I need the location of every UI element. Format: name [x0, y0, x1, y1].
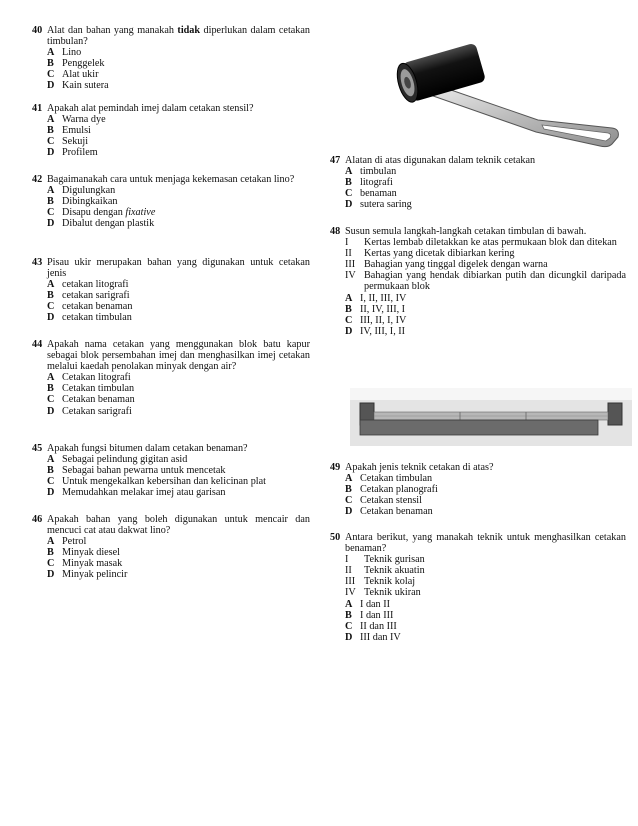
- option-text: [360, 166, 626, 177]
- roman-item: [345, 270, 626, 292]
- question-stem: [47, 174, 310, 185]
- question-row: [32, 339, 310, 417]
- option-a: [345, 473, 626, 484]
- stem-text: Apakah nama cetakan yang menggunakan blok batu kapur sebagai blok persembahan imej dan menghasilkan imej cetakan melalui kaedah penolakan minyak dengan air?: [47, 339, 310, 373]
- option-text: [360, 177, 626, 188]
- option-text-main: Dibalut dengan plastik: [62, 218, 155, 230]
- question-number: 48: [330, 226, 341, 237]
- roman-numeral: II: [345, 565, 352, 577]
- question-42: [32, 174, 310, 229]
- question-stem: [47, 103, 310, 114]
- question-stem: [47, 257, 310, 279]
- option-text-main: I dan II: [360, 598, 390, 610]
- option-letter: B: [47, 465, 54, 477]
- option-b: [345, 610, 626, 621]
- stem-text: Bagaimanakah cara untuk menjaga kekemasan cetakan lino?: [47, 174, 295, 185]
- question-number: 47: [330, 155, 341, 166]
- option-text: [62, 394, 310, 405]
- option-b: [345, 304, 626, 315]
- option-letter: A: [47, 372, 55, 384]
- option-text: [62, 207, 310, 218]
- option-text-main: Profilem: [62, 147, 98, 159]
- option-text: [62, 536, 310, 547]
- option-text-main: sutera saring: [360, 199, 412, 211]
- option-c: [345, 495, 626, 506]
- question-body: [47, 25, 310, 92]
- option-text-main: Disapu dengan: [62, 207, 126, 219]
- option-letter: C: [47, 136, 55, 148]
- option-text-main: Sebagai bahan pewarna untuk mencetak: [62, 465, 226, 477]
- option-letter: D: [47, 405, 55, 417]
- question-number: 41: [32, 103, 43, 114]
- question-50: [330, 532, 626, 643]
- option-text-main: Minyak pelincir: [62, 569, 128, 581]
- option-text: [360, 484, 626, 495]
- option-text: [62, 80, 310, 91]
- option-letter: A: [47, 114, 55, 126]
- option-text: [62, 290, 310, 301]
- option-letter: C: [47, 558, 55, 570]
- question-44: [32, 339, 310, 417]
- option-text: [360, 632, 626, 643]
- option-letter: D: [47, 487, 55, 499]
- option-letter: D: [345, 631, 353, 643]
- question-stem: [47, 25, 310, 47]
- option-letter: C: [47, 69, 55, 81]
- option-text-main: III dan IV: [360, 631, 401, 643]
- option-text: [62, 487, 310, 498]
- option-text: [62, 569, 310, 580]
- option-letter: A: [345, 166, 353, 178]
- option-letter: A: [345, 292, 353, 304]
- question-body: [345, 155, 626, 210]
- option-b: [47, 465, 310, 476]
- option-d: [345, 506, 626, 517]
- option-text-main: Sebagai pelindung gigitan asid: [62, 454, 188, 466]
- option-d: [47, 312, 310, 323]
- option-text: [62, 558, 310, 569]
- option-text-main: Cetakan benaman: [62, 394, 135, 406]
- option-text-main: Cetakan litografi: [62, 372, 131, 384]
- stem-text: Alat dan bahan yang manakah: [47, 25, 178, 36]
- option-text: [360, 199, 626, 210]
- option-text: [62, 476, 310, 487]
- option-text-main: Memudahkan melakar imej atau garisan: [62, 487, 226, 499]
- question-46: [32, 514, 310, 581]
- question-stem: [47, 443, 310, 454]
- option-text: [62, 218, 310, 229]
- option-d: [47, 487, 310, 498]
- option-c: [47, 394, 310, 405]
- roman-numeral: I: [345, 554, 349, 566]
- option-text-main: Warna dye: [62, 114, 106, 126]
- option-c: [345, 188, 626, 199]
- roman-numeral: II: [345, 248, 352, 260]
- option-a: [47, 47, 310, 58]
- question-row: [32, 25, 310, 92]
- question-45: [32, 443, 310, 498]
- option-a: [47, 114, 310, 125]
- roman-item: [345, 587, 626, 598]
- option-b: [47, 58, 310, 69]
- roman-text: Bahagian yang hendak dibiarkan putih dan dicungkil daripada permukaan blok: [364, 270, 626, 293]
- option-letter: B: [345, 609, 352, 621]
- option-c: [47, 207, 310, 218]
- option-letter: D: [47, 147, 55, 159]
- option-text-main: III, II, I, IV: [360, 314, 407, 326]
- option-text: [360, 188, 626, 199]
- question-49: [330, 462, 626, 517]
- option-text: [360, 293, 626, 304]
- stem-text: Pisau ukir merupakan bahan yang digunakan untuk cetakan jenis: [47, 257, 310, 280]
- option-text: [62, 185, 310, 196]
- option-b: [47, 383, 310, 394]
- option-d: [47, 218, 310, 229]
- option-letter: C: [47, 207, 55, 219]
- roman-item: [345, 259, 626, 270]
- option-text-main: Lino: [62, 47, 82, 59]
- question-number: 49: [330, 462, 341, 473]
- option-text-main: Sekuji: [62, 136, 89, 148]
- option-text-main: timbulan: [360, 166, 397, 178]
- option-d: [47, 406, 310, 417]
- option-text-main: Minyak diesel: [62, 547, 121, 559]
- option-text: [62, 372, 310, 383]
- option-letter: B: [345, 177, 352, 189]
- option-letter: C: [345, 314, 353, 326]
- question-number: 45: [32, 443, 43, 454]
- question-40: [32, 25, 310, 92]
- question-stem: Susun semula langkah-langkah cetakan timbulan di bawah.: [345, 226, 587, 237]
- question-row: [32, 174, 310, 229]
- question-row: [32, 514, 310, 581]
- question-body: [47, 514, 310, 581]
- question-stem: [47, 339, 310, 372]
- option-text: [62, 312, 310, 323]
- roman-text: Teknik akuatin: [364, 565, 425, 577]
- option-a: [47, 279, 310, 290]
- option-text-main: Digulungkan: [62, 185, 116, 197]
- option-text: [360, 506, 626, 517]
- question-48: [330, 226, 626, 337]
- option-text-main: cetakan benaman: [62, 301, 133, 313]
- option-letter: C: [47, 301, 55, 313]
- option-text: [62, 58, 310, 69]
- option-text: [360, 495, 626, 506]
- question-body: [47, 257, 310, 324]
- option-c: [345, 621, 626, 632]
- option-text: [360, 304, 626, 315]
- option-letter: B: [47, 196, 54, 208]
- option-letter: B: [47, 290, 54, 302]
- roman-item: [345, 576, 626, 587]
- brayer-roller-icon: [386, 24, 636, 152]
- option-letter: D: [345, 506, 353, 518]
- option-c: [47, 558, 310, 569]
- option-text-main: Emulsi: [62, 125, 91, 137]
- option-b: [47, 547, 310, 558]
- option-d: [47, 80, 310, 91]
- option-letter: C: [47, 394, 55, 406]
- option-d: [47, 569, 310, 580]
- option-text-main: litografi: [360, 177, 393, 189]
- option-text-italic: fixative: [125, 207, 156, 219]
- question-stem: Antara berikut, yang manakah teknik untuk menghasilkan cetakan benaman?: [345, 532, 626, 555]
- question-number: 40: [32, 25, 43, 36]
- option-text: [62, 383, 310, 394]
- option-text: [62, 406, 310, 417]
- question-body: [47, 174, 310, 229]
- option-letter: D: [345, 325, 353, 337]
- roman-item: [345, 554, 626, 565]
- option-letter: C: [345, 620, 353, 632]
- option-letter: A: [47, 185, 55, 197]
- option-text: [62, 454, 310, 465]
- option-letter: A: [47, 279, 55, 291]
- option-b: [47, 196, 310, 207]
- option-letter: D: [47, 218, 55, 230]
- option-letter: C: [47, 476, 55, 488]
- option-text-main: I dan III: [360, 609, 394, 621]
- option-letter: B: [47, 58, 54, 70]
- stem-text: Apakah bahan yang boleh digunakan untuk mencair dan mencuci cat atau dakwat lino?: [47, 514, 310, 537]
- option-text-main: Petrol: [62, 536, 87, 548]
- option-text: [360, 315, 626, 326]
- option-text: [62, 547, 310, 558]
- option-c: [47, 301, 310, 312]
- question-body: [47, 443, 310, 498]
- question-row: [330, 226, 626, 337]
- option-a: [345, 166, 626, 177]
- option-c: [345, 315, 626, 326]
- question-43: [32, 257, 310, 324]
- option-a: [47, 185, 310, 196]
- option-text-main: cetakan litografi: [62, 279, 129, 291]
- question-body: [345, 462, 626, 517]
- option-b: [47, 125, 310, 136]
- option-b: [345, 484, 626, 495]
- option-b: [47, 290, 310, 301]
- roman-numeral: IV: [345, 587, 356, 599]
- option-letter: C: [345, 495, 353, 507]
- question-row: [330, 462, 626, 517]
- option-c: [47, 136, 310, 147]
- roman-numeral: I: [345, 237, 349, 249]
- question-body: [47, 339, 310, 417]
- option-text: [360, 599, 626, 610]
- option-text: [360, 326, 626, 337]
- option-text-main: IV, III, I, II: [360, 325, 406, 337]
- roman-text: Bahagian yang tinggal digelek dengan warna: [364, 259, 548, 271]
- roman-item: [345, 237, 626, 248]
- option-letter: B: [345, 484, 352, 496]
- option-text-main: cetakan sarigrafi: [62, 290, 130, 302]
- question-41: [32, 103, 310, 158]
- option-text: [62, 125, 310, 136]
- roman-item: [345, 248, 626, 259]
- question-number: 50: [330, 532, 341, 543]
- option-text: [62, 136, 310, 147]
- question-row: [32, 103, 310, 158]
- option-text-main: I, II, III, IV: [360, 292, 407, 304]
- option-text: [62, 114, 310, 125]
- option-letter: C: [345, 188, 353, 200]
- option-letter: B: [47, 547, 54, 559]
- option-letter: B: [345, 303, 352, 315]
- option-text-main: Alat ukir: [62, 69, 99, 81]
- option-letter: B: [47, 125, 54, 137]
- question-number: 42: [32, 174, 43, 185]
- question-body: [345, 532, 626, 643]
- option-letter: D: [345, 199, 353, 211]
- option-text: [62, 47, 310, 58]
- option-text: [62, 465, 310, 476]
- option-letter: D: [47, 312, 55, 324]
- option-text-main: Cetakan benaman: [360, 506, 433, 518]
- option-text-main: II dan III: [360, 620, 397, 632]
- option-text-main: Untuk mengekalkan kebersihan dan kelicinan plat: [62, 476, 266, 488]
- option-text-main: Penggelek: [62, 58, 105, 70]
- stem-text: Apakah fungsi bitumen dalam cetakan benaman?: [47, 443, 248, 454]
- option-text-main: Cetakan planografi: [360, 484, 438, 496]
- option-d: [345, 199, 626, 210]
- option-b: [345, 177, 626, 188]
- option-letter: A: [345, 598, 353, 610]
- question-row: [330, 532, 626, 643]
- stem-text: Apakah alat pemindah imej dalam cetakan stensil?: [47, 103, 254, 114]
- roman-numeral: IV: [345, 270, 356, 282]
- option-a: [345, 293, 626, 304]
- question-number: 43: [32, 257, 43, 268]
- option-letter: B: [47, 383, 54, 395]
- option-a: [345, 599, 626, 610]
- roman-text: Kertas yang dicetak dibiarkan kering: [364, 248, 515, 260]
- option-text-main: Cetakan sarigrafi: [62, 405, 132, 417]
- option-text: [62, 301, 310, 312]
- option-c: [47, 476, 310, 487]
- option-c: [47, 69, 310, 80]
- roman-item: [345, 565, 626, 576]
- question-number: 44: [32, 339, 43, 350]
- option-text: [360, 610, 626, 621]
- question-row: [32, 443, 310, 498]
- option-text-main: Dibingkaikan: [62, 196, 118, 208]
- question-stem: Alatan di atas digunakan dalam teknik cetakan: [345, 155, 536, 166]
- option-text-main: Cetakan timbulan: [62, 383, 135, 395]
- option-text: [62, 196, 310, 207]
- option-text-main: Cetakan stensil: [360, 495, 422, 507]
- question-number: 46: [32, 514, 43, 525]
- option-text: [62, 279, 310, 290]
- roman-numeral: III: [345, 259, 356, 271]
- option-text: [62, 147, 310, 158]
- option-text: [360, 473, 626, 484]
- option-text-main: Cetakan timbulan: [360, 473, 433, 485]
- option-letter: A: [47, 536, 55, 548]
- option-text-main: cetakan timbulan: [62, 312, 132, 324]
- question-body: [47, 103, 310, 158]
- question-stem: Apakah jenis teknik cetakan di atas?: [345, 462, 494, 473]
- roman-text: Kertas lembab diletakkan ke atas permukaan blok dan ditekan: [364, 237, 617, 249]
- option-text-main: II, IV, III, I: [360, 303, 406, 315]
- question-body: [345, 226, 626, 337]
- option-a: [47, 536, 310, 547]
- question-row: [32, 257, 310, 324]
- stem-text: diperlukan dalam cetakan timbulan?: [47, 25, 310, 48]
- option-text: [360, 621, 626, 632]
- option-text: [62, 69, 310, 80]
- printing-press-bed-icon: [350, 388, 632, 446]
- stem-text: tidak: [177, 25, 201, 36]
- option-d: [47, 147, 310, 158]
- question-row: [330, 155, 626, 210]
- roman-text: Teknik ukiran: [364, 587, 421, 599]
- option-a: [47, 454, 310, 465]
- option-letter: A: [345, 473, 353, 485]
- question-47: [330, 155, 626, 210]
- roman-text: Teknik kolaj: [364, 576, 416, 588]
- option-text-main: benaman: [360, 188, 397, 200]
- option-letter: D: [47, 80, 55, 92]
- roman-numeral: III: [345, 576, 356, 588]
- option-d: [345, 632, 626, 643]
- roman-text: Teknik gurisan: [364, 554, 425, 566]
- question-stem: [47, 514, 310, 536]
- option-letter: A: [47, 454, 55, 466]
- option-text-main: Minyak masak: [62, 558, 123, 570]
- option-letter: A: [47, 47, 55, 59]
- option-d: [345, 326, 626, 337]
- option-text-main: Kain sutera: [62, 80, 109, 92]
- option-letter: D: [47, 569, 55, 581]
- option-a: [47, 372, 310, 383]
